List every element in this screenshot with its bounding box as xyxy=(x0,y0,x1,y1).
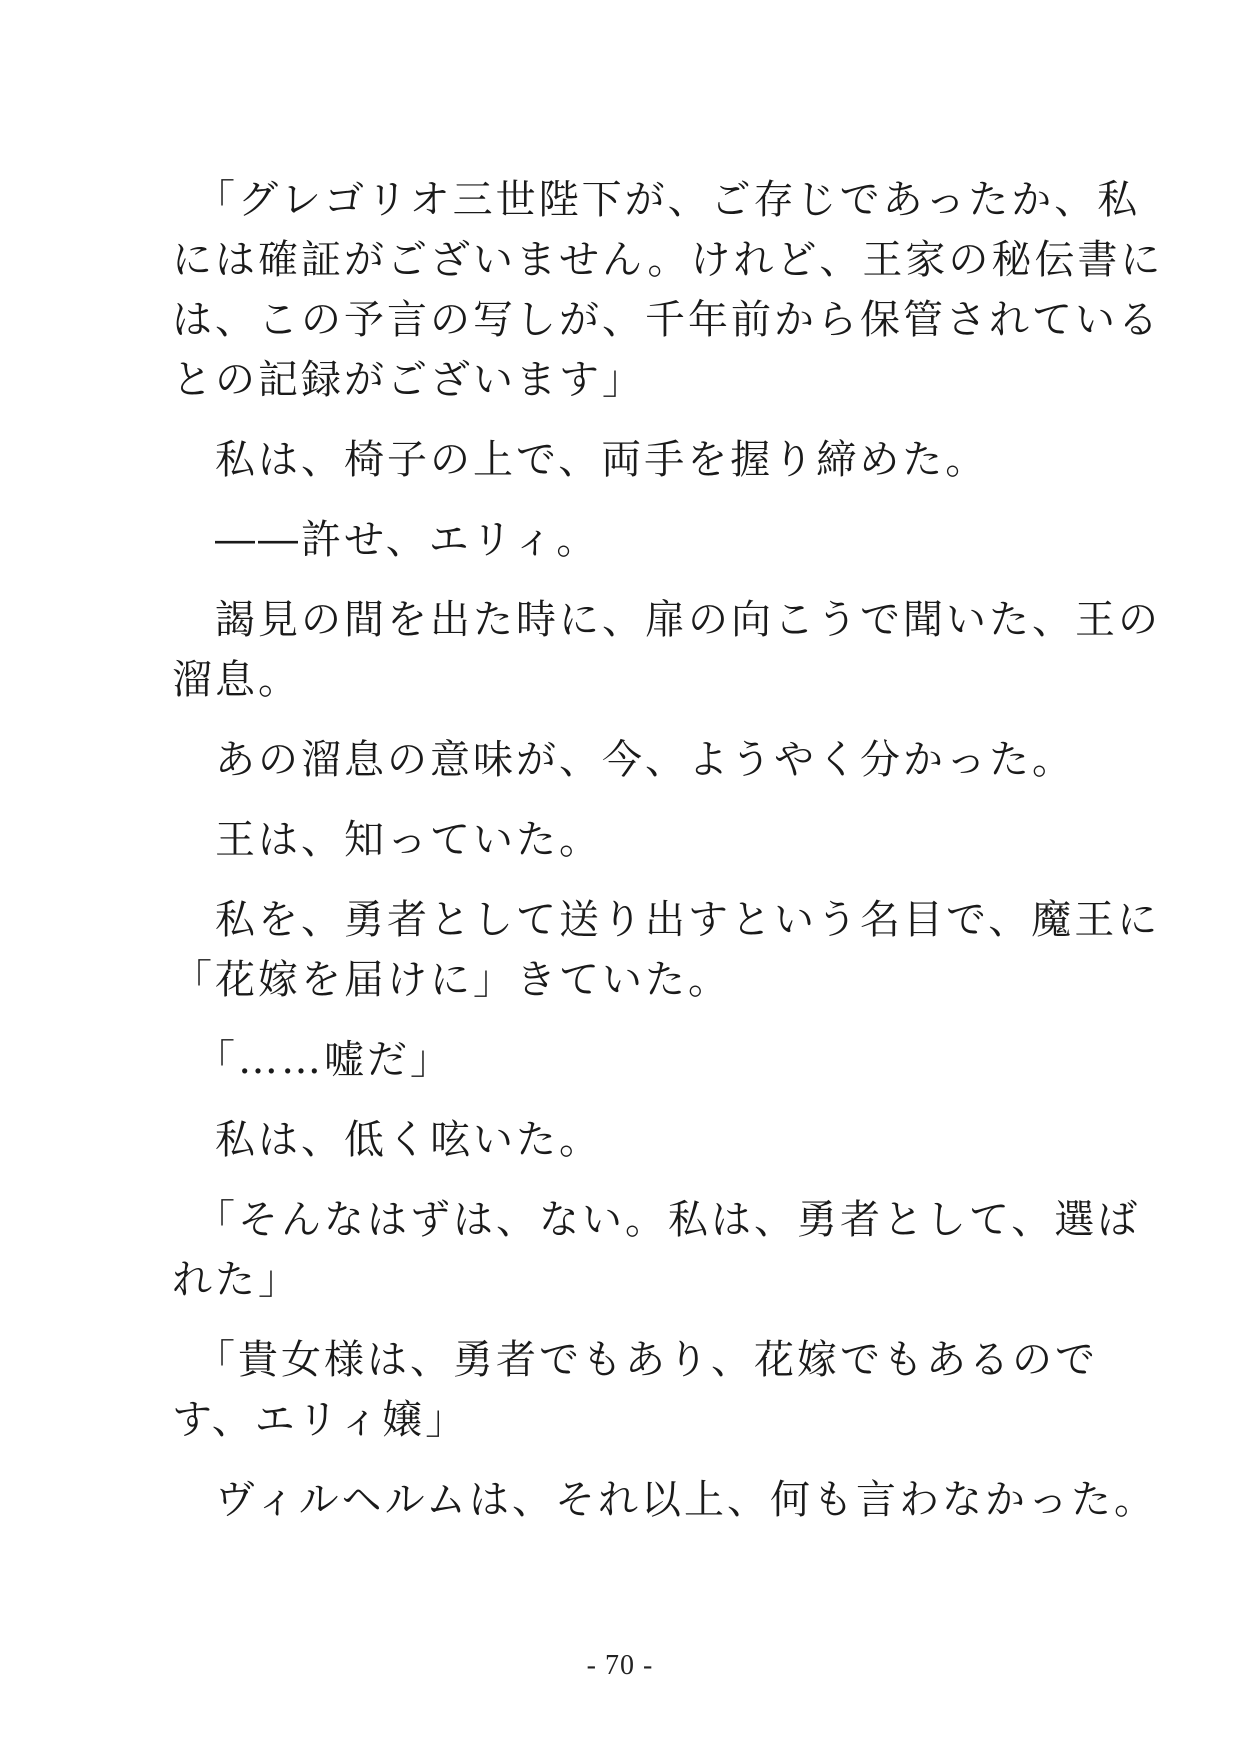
text-line: 王は、知っていた。 xyxy=(172,817,602,863)
text-line: 私は、椅子の上で、両手を握り締めた。 xyxy=(172,437,989,483)
text-line: あの溜息の意味が、今、ようやく分かった。 xyxy=(172,737,1075,783)
text-line: 「花嫁を届けに」きていた。 xyxy=(172,957,731,1003)
text-line: は、この予言の写しが、千年前から保管されている xyxy=(172,297,1161,343)
text-line: 「……嘘だ」 xyxy=(172,1037,453,1083)
text-line: 「グレゴリオ三世陛下が、ご存じであったか、私 xyxy=(172,177,1141,223)
text-line: 謁見の間を出た時に、扉の向こうで聞いた、王の xyxy=(172,597,1161,643)
text-line: 「そんなはずは、ない。私は、勇者として、選ば xyxy=(172,1197,1141,1243)
text-line: ――許せ、エリィ。 xyxy=(172,517,600,563)
text-line: ヴィルヘルムは、それ以上、何も言わなかった。 xyxy=(172,1477,1157,1523)
text-line: 私は、低く呟いた。 xyxy=(172,1117,602,1163)
text-line: れた」 xyxy=(172,1257,301,1303)
text-line: 「貴女様は、勇者でもあり、花嫁でもあるので xyxy=(172,1337,1098,1383)
text-line: す、エリィ嬢」 xyxy=(172,1397,469,1443)
text-line: 私を、勇者として送り出すという名目で、魔王に xyxy=(172,897,1161,943)
text-line: には確証がございません。けれど、王家の秘伝書に xyxy=(172,237,1164,283)
text-line: 溜息。 xyxy=(172,657,301,703)
page-number: - 70 - xyxy=(586,1650,654,1681)
body-text xyxy=(172,170,1164,1530)
text-line: との記録がございます」 xyxy=(172,357,645,403)
